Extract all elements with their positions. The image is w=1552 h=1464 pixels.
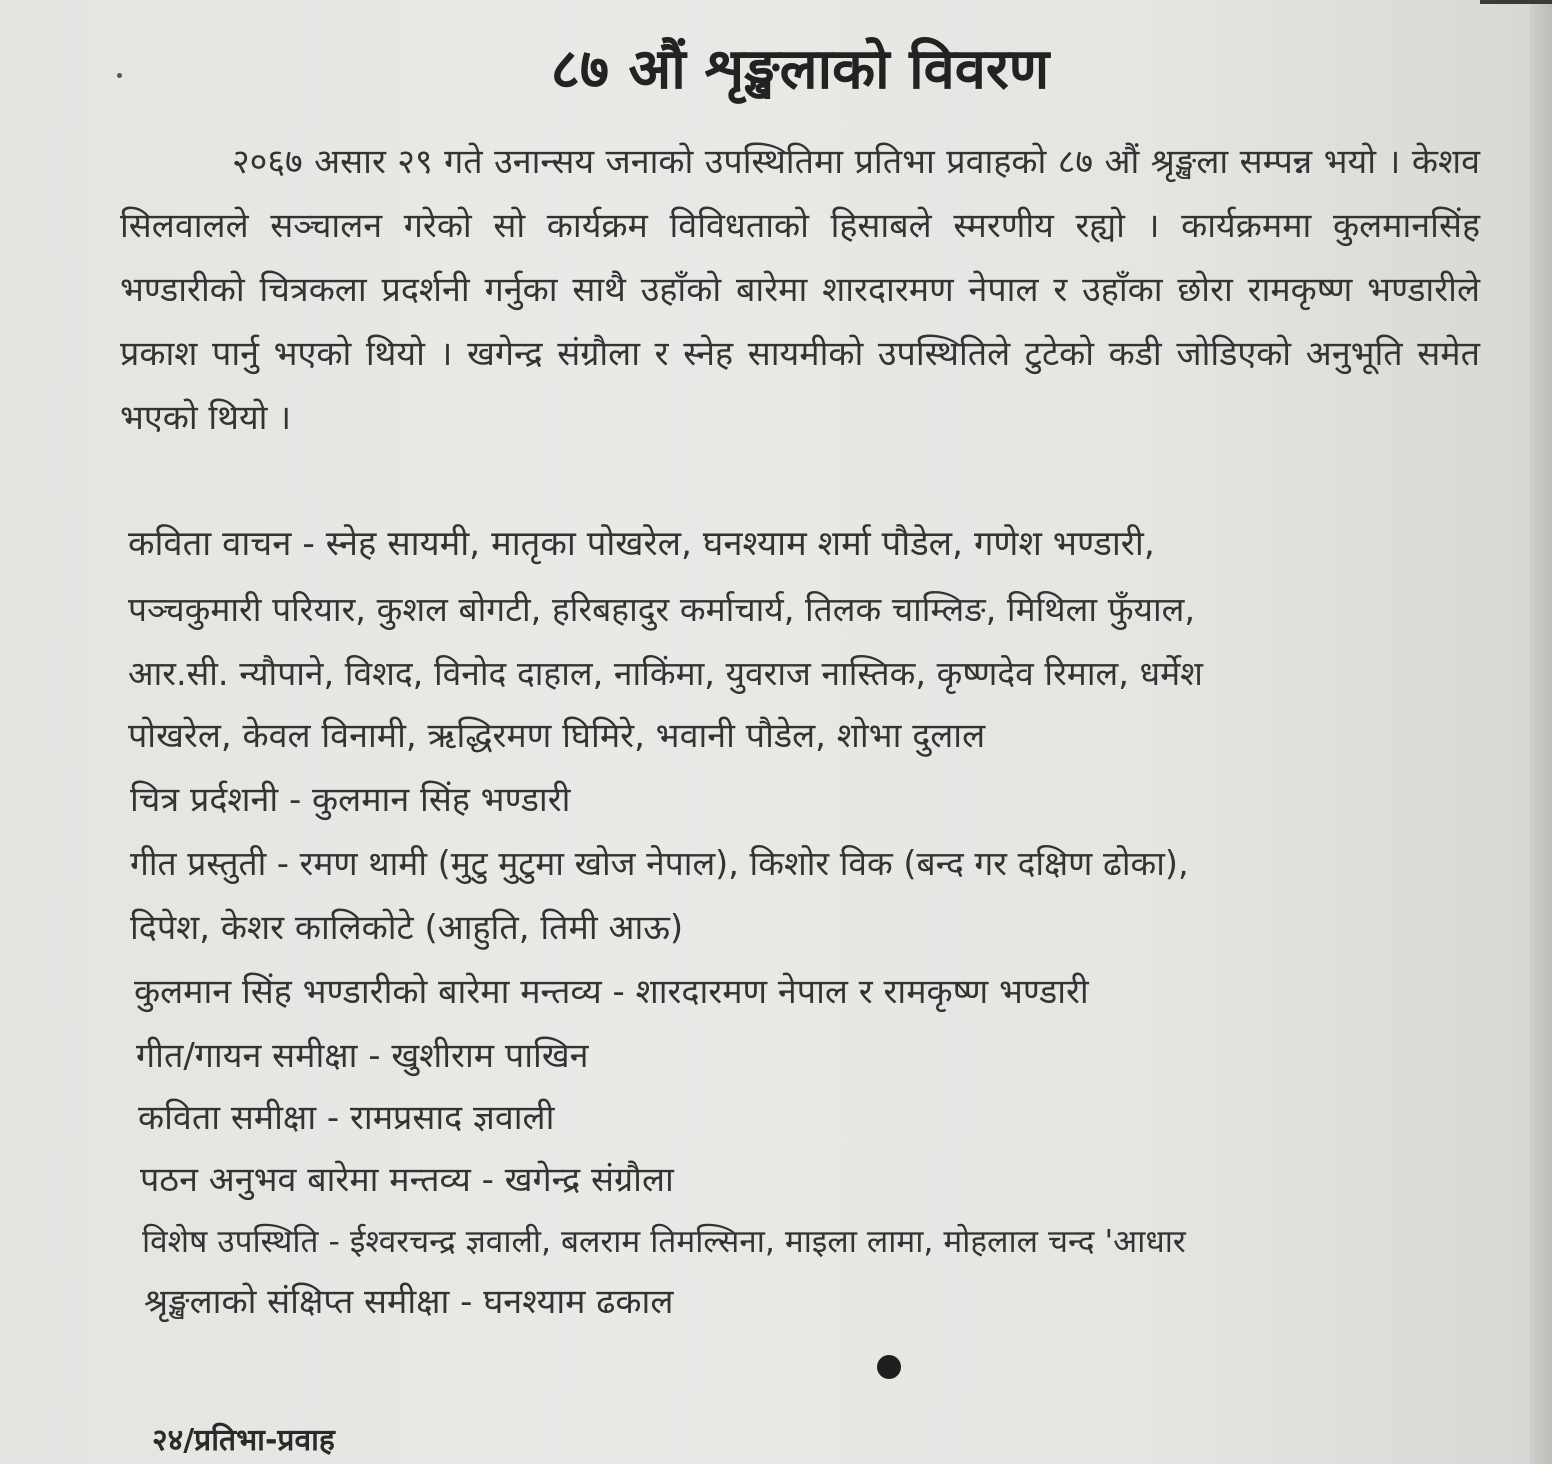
list-line: विशेष उपस्थिति - ईश्वरचन्द्र ज्ञवाली, बलराम तिमल्सिना, माइला लामा, मोहलाल चन्द 'आधार — [142, 1224, 1186, 1260]
intro-paragraph: २०६७ असार २९ गते उनान्सय जनाको उपस्थितिमा प्रतिभा प्रवाहको ८७ औं श्रृङ्खला सम्पन्न भयो । केशव सिलवालले सञ्चालन गरेको सो कार्यक्रम विविधताको हिसाबले स्मरणीय रह्यो । कार्यक्रममा कुलमानसिंह भण्डारीको चित्रकला प्रदर्शनी गर्नुका साथै उहाँको बारेमा शारदारमण नेपाल र उहाँका छोरा रामकृष्ण भण्डारीले प्रकाश पार्नु भएको थियो । खगेन्द्र संग्रौला र स्नेह सायमीको उपस्थितिले टुटेको कडी जोडिएको अनुभूति समेत भएको थियो । — [120, 142, 1480, 438]
list-line: चित्र प्रर्दशनी - कुलमान सिंह भण्डारी — [130, 780, 571, 820]
list-line: कुलमान सिंह भण्डारीको बारेमा मन्तव्य - शारदारमण नेपाल र रामकृष्ण भण्डारी — [134, 972, 1089, 1012]
list-line: कविता वाचन - स्नेह सायमी, मातृका पोखरेल, घनश्याम शर्मा पौडेल, गणेश भण्डारी, — [128, 524, 1155, 564]
list-line: गीत/गायन समीक्षा - खुशीराम पाखिन — [136, 1036, 589, 1076]
top-rule — [1480, 0, 1552, 4]
list-line: श्रृङ्खलाको संक्षिप्त समीक्षा - घनश्याम ढकाल — [144, 1282, 674, 1322]
page-edge — [1530, 0, 1552, 1464]
list-line: दिपेश, केशर कालिकोटे (आहुति, तिमी आऊ) — [130, 908, 684, 948]
list-line: गीत प्रस्तुती - रमण थामी (मुटु मुटुमा खोज नेपाल), किशोर विक (बन्द गर दक्षिण ढोका), — [130, 844, 1189, 883]
list-line: पोखरेल, केवल विनामी, ऋद्धिरमण घिमिरे, भवानी पौडेल, शोभा दुलाल — [128, 716, 986, 756]
list-line: कविता समीक्षा - रामप्रसाद ज्ञवाली — [138, 1098, 555, 1138]
end-bullet — [877, 1355, 901, 1379]
list-line: पठन अनुभव बारेमा मन्तव्य - खगेन्द्र संग्रौला — [140, 1160, 674, 1200]
list-line: पञ्चकुमारी परियार, कुशल बोगटी, हरिबहादुर कर्माचार्य, तिलक चाम्लिङ, मिथिला फुँयाल, — [128, 590, 1196, 629]
list-line: आर.सी. न्यौपाने, विशद, विनोद दाहाल, नाकिंमा, युवराज नास्तिक, कृष्णदेव रिमाल, धर्मेश — [128, 654, 1203, 693]
page-footer: २४/प्रतिभा-प्रवाह — [152, 1423, 335, 1458]
article-title: ८७ औं शृङ्खलाको विवरण — [550, 37, 1050, 102]
